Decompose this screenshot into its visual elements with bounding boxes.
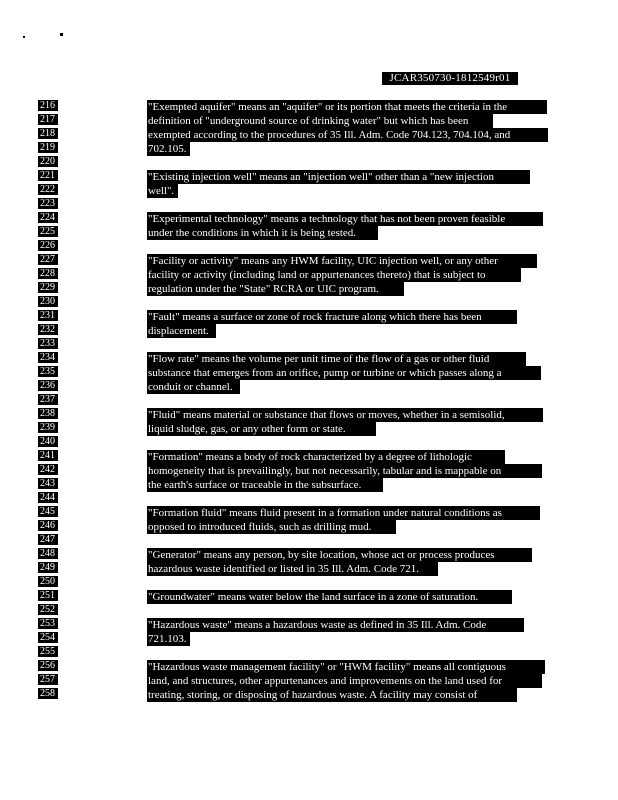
text-line: substance that emerges from an orifice, pump or turbine or which passes along a bbox=[147, 366, 541, 380]
text-line: "Fluid" means material or substance that flows or moves, whether in a semisolid, bbox=[147, 408, 543, 422]
line-number: 216 bbox=[38, 100, 58, 111]
line-number: 248 bbox=[38, 548, 58, 559]
text-line: "Fault" means a surface or zone of rock fracture along which there has been bbox=[147, 310, 517, 324]
line-number: 256 bbox=[38, 660, 58, 671]
line-number: 225 bbox=[38, 226, 58, 237]
line-number: 250 bbox=[38, 576, 58, 587]
line-number: 240 bbox=[38, 436, 58, 447]
line-number: 234 bbox=[38, 352, 58, 363]
text-line: land, and structures, other appurtenances and improvements on the land used for bbox=[147, 674, 542, 688]
text-line: "Facility or activity" means any HWM facility, UIC injection well, or any other bbox=[147, 254, 537, 268]
text-line: conduit or channel. bbox=[147, 380, 240, 394]
text-line: well". bbox=[147, 184, 178, 198]
line-number: 246 bbox=[38, 520, 58, 531]
line-number: 224 bbox=[38, 212, 58, 223]
text-line: opposed to introduced fluids, such as drilling mud. bbox=[147, 520, 396, 534]
text-line: "Hazardous waste" means a hazardous waste as defined in 35 Ill. Adm. Code bbox=[147, 618, 524, 632]
text-line: liquid sludge, gas, or any other form or state. bbox=[147, 422, 376, 436]
line-number: 243 bbox=[38, 478, 58, 489]
text-line: under the conditions in which it is being tested. bbox=[147, 226, 378, 240]
line-number: 235 bbox=[38, 366, 58, 377]
line-number: 228 bbox=[38, 268, 58, 279]
line-number: 226 bbox=[38, 240, 58, 251]
line-number: 220 bbox=[38, 156, 58, 167]
text-line: homogeneity that is prevailingly, but not necessarily, tabular and is mappable on bbox=[147, 464, 542, 478]
text-line: "Flow rate" means the volume per unit time of the flow of a gas or other fluid bbox=[147, 352, 526, 366]
text-line: 702.105. bbox=[147, 142, 190, 156]
line-number: 241 bbox=[38, 450, 58, 461]
text-line: displacement. bbox=[147, 324, 216, 338]
line-number: 247 bbox=[38, 534, 58, 545]
line-number: 245 bbox=[38, 506, 58, 517]
text-line: "Exempted aquifer" means an "aquifer" or its portion that meets the criteria in the bbox=[147, 100, 547, 114]
text-line: regulation under the "State" RCRA or UIC program. bbox=[147, 282, 404, 296]
line-number: 230 bbox=[38, 296, 58, 307]
line-number: 219 bbox=[38, 142, 58, 153]
line-number: 232 bbox=[38, 324, 58, 335]
text-line: the earth's surface or traceable in the subsurface. bbox=[147, 478, 383, 492]
line-number: 218 bbox=[38, 128, 58, 139]
line-number: 255 bbox=[38, 646, 58, 657]
scan-speck bbox=[60, 33, 63, 36]
line-number: 227 bbox=[38, 254, 58, 265]
text-line: treating, storing, or disposing of hazardous waste. A facility may consist of bbox=[147, 688, 517, 702]
line-number: 257 bbox=[38, 674, 58, 685]
text-line: "Generator" means any person, by site location, whose act or process produces bbox=[147, 548, 532, 562]
text-line: "Experimental technology" means a technology that has not been proven feasible bbox=[147, 212, 543, 226]
line-number: 242 bbox=[38, 464, 58, 475]
line-number: 217 bbox=[38, 114, 58, 125]
line-number: 237 bbox=[38, 394, 58, 405]
line-number: 231 bbox=[38, 310, 58, 321]
line-number: 254 bbox=[38, 632, 58, 643]
line-number: 223 bbox=[38, 198, 58, 209]
line-number: 229 bbox=[38, 282, 58, 293]
line-number: 239 bbox=[38, 422, 58, 433]
line-number: 252 bbox=[38, 604, 58, 615]
line-number: 238 bbox=[38, 408, 58, 419]
line-number: 236 bbox=[38, 380, 58, 391]
text-line: "Formation" means a body of rock characterized by a degree of lithologic bbox=[147, 450, 505, 464]
text-line: 721.103. bbox=[147, 632, 190, 646]
line-number: 251 bbox=[38, 590, 58, 601]
line-number: 249 bbox=[38, 562, 58, 573]
text-line: definition of "underground source of drinking water" but which has been bbox=[147, 114, 493, 128]
text-line: "Existing injection well" means an "injection well" other than a "new injection bbox=[147, 170, 530, 184]
text-line: "Formation fluid" means fluid present in a formation under natural conditions as bbox=[147, 506, 540, 520]
line-number: 253 bbox=[38, 618, 58, 629]
line-number: 258 bbox=[38, 688, 58, 699]
text-line: exempted according to the procedures of 35 Ill. Adm. Code 704.123, 704.104, and bbox=[147, 128, 548, 142]
text-line: "Hazardous waste management facility" or "HWM facility" means all contiguous bbox=[147, 660, 545, 674]
line-number: 233 bbox=[38, 338, 58, 349]
line-number: 221 bbox=[38, 170, 58, 181]
text-line: "Groundwater" means water below the land surface in a zone of saturation. bbox=[147, 590, 512, 604]
scan-speck bbox=[23, 36, 25, 38]
document-code: JCAR350730-1812549r01 bbox=[382, 72, 518, 85]
text-line: facility or activity (including land or appurtenances thereto) that is subject to bbox=[147, 268, 521, 282]
line-number: 244 bbox=[38, 492, 58, 503]
text-line: hazardous waste identified or listed in 35 Ill. Adm. Code 721. bbox=[147, 562, 438, 576]
line-number: 222 bbox=[38, 184, 58, 195]
